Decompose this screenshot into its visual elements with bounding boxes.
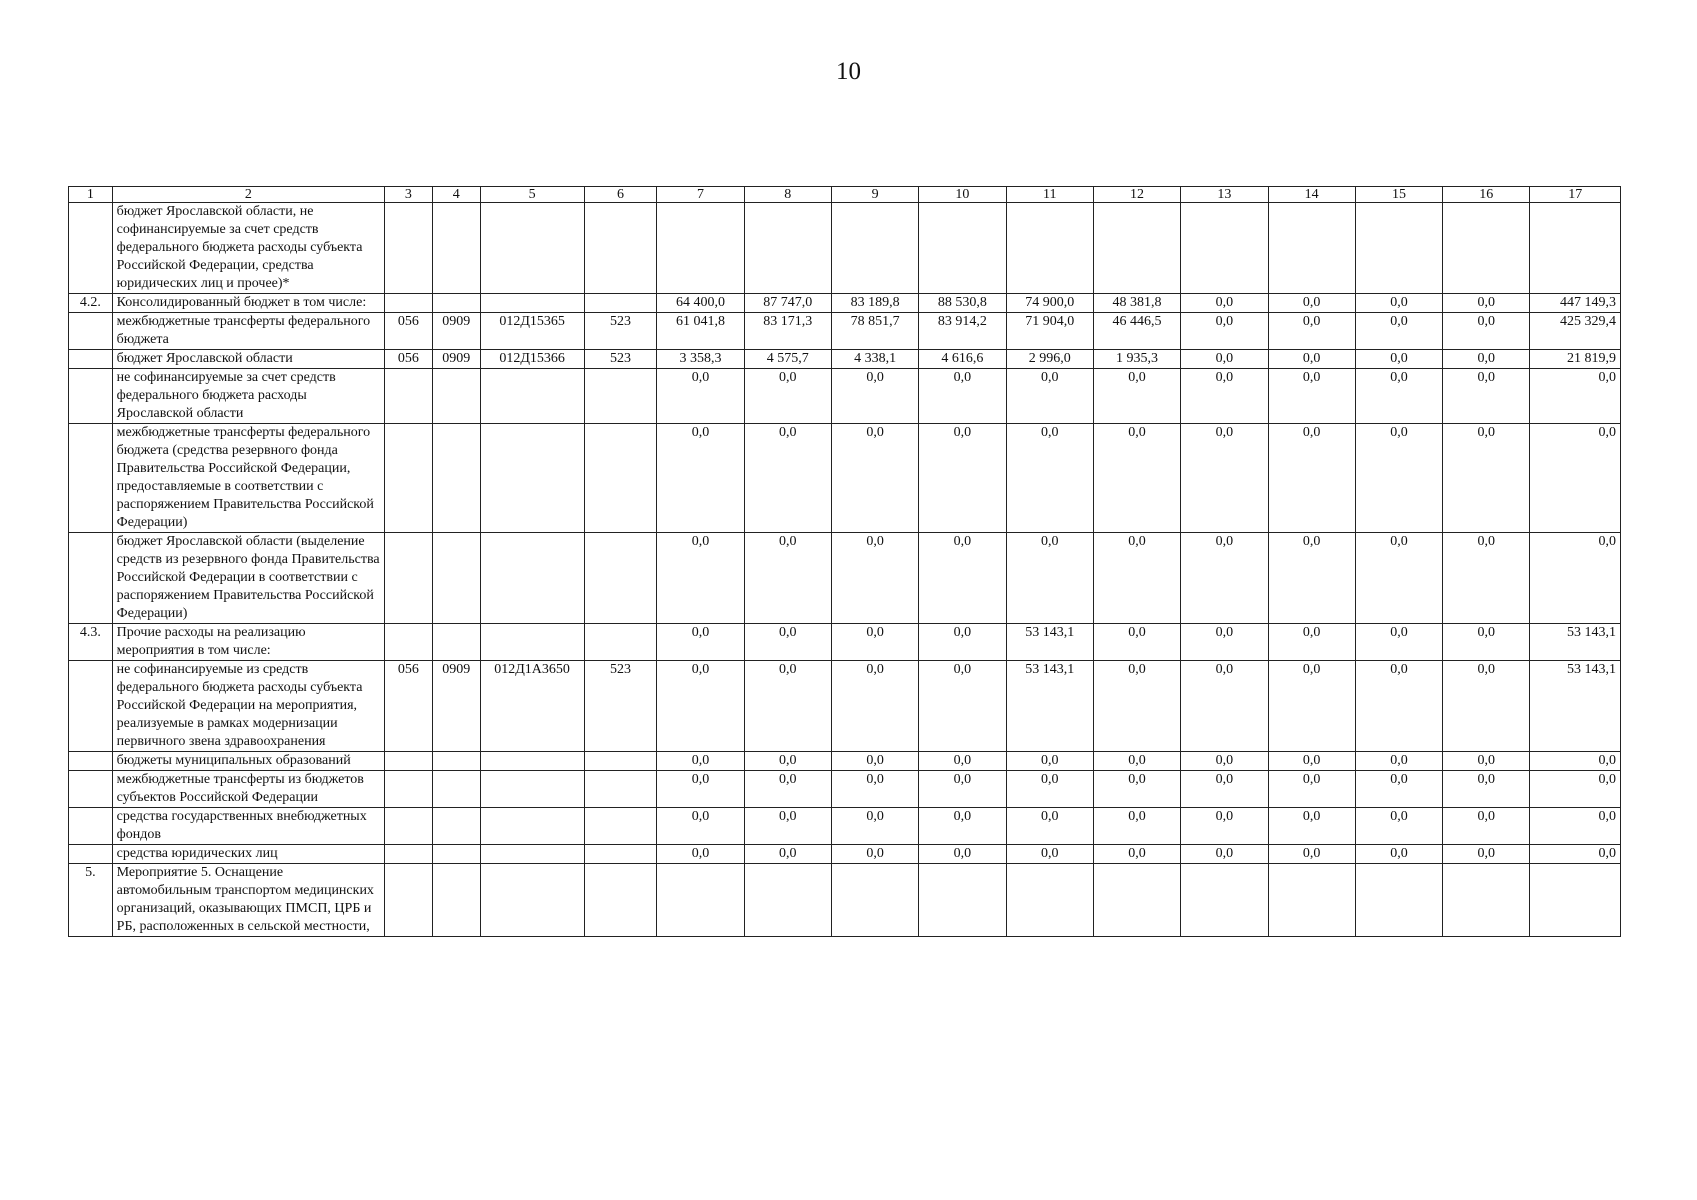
- value-cell: 0,0: [657, 624, 744, 661]
- value-cell: 0,0: [1268, 624, 1355, 661]
- value-cell: 0,0: [1443, 661, 1530, 752]
- table-row: [69, 808, 1621, 845]
- value-cell: 0,0: [657, 533, 744, 624]
- value-cell: [657, 203, 744, 294]
- value-cell: 0,0: [657, 771, 744, 808]
- total-cell: 0,0: [1530, 533, 1621, 624]
- value-cell: [1443, 864, 1530, 937]
- value-cell: 0,0: [1443, 369, 1530, 424]
- column-header: 16: [1443, 187, 1530, 203]
- column-header: 17: [1530, 187, 1621, 203]
- value-cell: 0,0: [1093, 808, 1180, 845]
- code-cell: 0909: [432, 661, 480, 752]
- value-cell: 0,0: [1355, 808, 1442, 845]
- value-cell: 0,0: [744, 752, 831, 771]
- total-cell: 425 329,4: [1530, 313, 1621, 350]
- value-cell: [831, 864, 918, 937]
- code-cell: [584, 845, 657, 864]
- code-cell: 012Д15365: [480, 313, 584, 350]
- value-cell: 0,0: [1268, 771, 1355, 808]
- table-row: [69, 661, 1621, 752]
- value-cell: [1268, 864, 1355, 937]
- value-cell: 0,0: [1355, 771, 1442, 808]
- value-cell: 0,0: [744, 624, 831, 661]
- code-cell: [584, 294, 657, 313]
- value-cell: 0,0: [1268, 661, 1355, 752]
- value-cell: 0,0: [831, 624, 918, 661]
- value-cell: 0,0: [1268, 350, 1355, 369]
- value-cell: 0,0: [1181, 624, 1268, 661]
- row-number: [69, 808, 113, 845]
- code-cell: [385, 771, 433, 808]
- value-cell: 0,0: [1181, 533, 1268, 624]
- value-cell: 4 338,1: [831, 350, 918, 369]
- table-row: [69, 369, 1621, 424]
- code-cell: [385, 203, 433, 294]
- value-cell: 0,0: [1181, 771, 1268, 808]
- code-cell: 056: [385, 313, 433, 350]
- value-cell: 0,0: [831, 771, 918, 808]
- table-row: [69, 294, 1621, 313]
- value-cell: 0,0: [1268, 369, 1355, 424]
- value-cell: [744, 203, 831, 294]
- code-cell: [385, 424, 433, 533]
- code-cell: [584, 771, 657, 808]
- value-cell: 0,0: [831, 752, 918, 771]
- column-header: 7: [657, 187, 744, 203]
- code-cell: [385, 533, 433, 624]
- code-cell: [432, 771, 480, 808]
- value-cell: 0,0: [1181, 313, 1268, 350]
- code-cell: [584, 808, 657, 845]
- value-cell: 83 171,3: [744, 313, 831, 350]
- value-cell: 0,0: [1093, 771, 1180, 808]
- value-cell: 0,0: [1181, 752, 1268, 771]
- column-header: 4: [432, 187, 480, 203]
- code-cell: [385, 864, 433, 937]
- value-cell: 1 935,3: [1093, 350, 1180, 369]
- total-cell: 0,0: [1530, 752, 1621, 771]
- value-cell: [1093, 864, 1180, 937]
- value-cell: 74 900,0: [1006, 294, 1093, 313]
- budget-table-container: [68, 186, 1621, 937]
- row-name: Мероприятие 5. Оснащение автомобильным транспортом медицинских организаций, оказывающих ПМСП, ЦРБ и РБ, расположенных в сельской местности,: [112, 864, 384, 937]
- code-cell: [480, 771, 584, 808]
- code-cell: 523: [584, 313, 657, 350]
- value-cell: 0,0: [744, 771, 831, 808]
- code-cell: [480, 424, 584, 533]
- code-cell: [584, 424, 657, 533]
- value-cell: 4 616,6: [919, 350, 1006, 369]
- row-name: не софинансируемые из средств федерального бюджета расходы субъекта Российской Федерации на мероприятия, реализуемые в рамках модернизации первичного звена здравоохранения: [112, 661, 384, 752]
- value-cell: [1181, 203, 1268, 294]
- total-cell: 0,0: [1530, 845, 1621, 864]
- code-cell: [584, 752, 657, 771]
- value-cell: 0,0: [744, 369, 831, 424]
- value-cell: 0,0: [1355, 752, 1442, 771]
- code-cell: [480, 203, 584, 294]
- value-cell: 0,0: [1355, 369, 1442, 424]
- value-cell: 0,0: [1093, 845, 1180, 864]
- column-header: 11: [1006, 187, 1093, 203]
- value-cell: 0,0: [1181, 350, 1268, 369]
- value-cell: 0,0: [831, 369, 918, 424]
- code-cell: 523: [584, 661, 657, 752]
- value-cell: [1268, 203, 1355, 294]
- code-cell: 056: [385, 350, 433, 369]
- row-name: межбюджетные трансферты федерального бюджета: [112, 313, 384, 350]
- value-cell: 3 358,3: [657, 350, 744, 369]
- row-number: [69, 845, 113, 864]
- row-number: [69, 313, 113, 350]
- value-cell: 0,0: [1181, 661, 1268, 752]
- code-cell: 056: [385, 661, 433, 752]
- code-cell: [385, 369, 433, 424]
- row-name: бюджет Ярославской области, не софинансируемые за счет средств федерального бюджета расходы субъекта Российской Федерации, средства юридических лиц и прочее)*: [112, 203, 384, 294]
- code-cell: [584, 369, 657, 424]
- value-cell: 0,0: [919, 624, 1006, 661]
- value-cell: 0,0: [919, 369, 1006, 424]
- column-header: 10: [919, 187, 1006, 203]
- value-cell: 0,0: [1443, 294, 1530, 313]
- column-header: 12: [1093, 187, 1180, 203]
- column-header: 14: [1268, 187, 1355, 203]
- code-cell: [480, 294, 584, 313]
- value-cell: 0,0: [1181, 845, 1268, 864]
- value-cell: 0,0: [1268, 808, 1355, 845]
- code-cell: [480, 533, 584, 624]
- value-cell: 0,0: [1093, 369, 1180, 424]
- value-cell: 0,0: [1355, 350, 1442, 369]
- table-row: [69, 424, 1621, 533]
- code-cell: [480, 624, 584, 661]
- value-cell: 0,0: [744, 533, 831, 624]
- value-cell: 0,0: [919, 661, 1006, 752]
- value-cell: 0,0: [1443, 350, 1530, 369]
- value-cell: 0,0: [1443, 752, 1530, 771]
- table-row: [69, 203, 1621, 294]
- value-cell: 0,0: [1268, 424, 1355, 533]
- row-number: 4.2.: [69, 294, 113, 313]
- code-cell: [385, 808, 433, 845]
- code-cell: [432, 533, 480, 624]
- value-cell: 0,0: [657, 808, 744, 845]
- row-number: 5.: [69, 864, 113, 937]
- code-cell: 012Д1А3650: [480, 661, 584, 752]
- code-cell: [432, 424, 480, 533]
- value-cell: 0,0: [657, 424, 744, 533]
- header-row: [69, 187, 1621, 203]
- row-number: [69, 203, 113, 294]
- table-row: [69, 845, 1621, 864]
- value-cell: 48 381,8: [1093, 294, 1180, 313]
- value-cell: 0,0: [1355, 845, 1442, 864]
- column-header: 1: [69, 187, 113, 203]
- row-number: [69, 424, 113, 533]
- value-cell: 0,0: [1443, 313, 1530, 350]
- code-cell: [432, 808, 480, 845]
- column-header: 5: [480, 187, 584, 203]
- budget-table: [68, 186, 1621, 937]
- value-cell: 0,0: [744, 424, 831, 533]
- value-cell: 64 400,0: [657, 294, 744, 313]
- value-cell: 0,0: [831, 424, 918, 533]
- row-name: средства государственных внебюджетных фондов: [112, 808, 384, 845]
- total-cell: 0,0: [1530, 369, 1621, 424]
- value-cell: [1355, 864, 1442, 937]
- code-cell: [584, 624, 657, 661]
- value-cell: 78 851,7: [831, 313, 918, 350]
- row-name: бюджеты муниципальных образований: [112, 752, 384, 771]
- value-cell: 0,0: [1443, 424, 1530, 533]
- code-cell: [480, 752, 584, 771]
- table-row: [69, 752, 1621, 771]
- value-cell: 0,0: [1355, 624, 1442, 661]
- value-cell: 0,0: [1006, 808, 1093, 845]
- value-cell: 0,0: [919, 533, 1006, 624]
- code-cell: [432, 624, 480, 661]
- row-name: бюджет Ярославской области (выделение средств из резервного фонда Правительства Российской Федерации в соответствии с распоряжением Правительства Российской Федерации): [112, 533, 384, 624]
- value-cell: [657, 864, 744, 937]
- value-cell: 83 914,2: [919, 313, 1006, 350]
- page-number: 10: [836, 58, 861, 85]
- value-cell: [919, 864, 1006, 937]
- value-cell: 0,0: [1006, 771, 1093, 808]
- value-cell: 0,0: [1268, 845, 1355, 864]
- value-cell: 0,0: [1355, 313, 1442, 350]
- row-name: не софинансируемые за счет средств федерального бюджета расходы Ярославской области: [112, 369, 384, 424]
- value-cell: 0,0: [919, 808, 1006, 845]
- total-cell: 53 143,1: [1530, 661, 1621, 752]
- row-number: 4.3.: [69, 624, 113, 661]
- value-cell: 0,0: [744, 845, 831, 864]
- code-cell: [584, 864, 657, 937]
- code-cell: [432, 294, 480, 313]
- value-cell: 0,0: [1355, 533, 1442, 624]
- value-cell: 0,0: [1355, 294, 1442, 313]
- value-cell: 0,0: [1268, 533, 1355, 624]
- value-cell: 0,0: [1268, 752, 1355, 771]
- table-row: [69, 350, 1621, 369]
- row-name: бюджет Ярославской области: [112, 350, 384, 369]
- total-cell: 53 143,1: [1530, 624, 1621, 661]
- code-cell: [432, 752, 480, 771]
- code-cell: 0909: [432, 350, 480, 369]
- value-cell: 0,0: [831, 533, 918, 624]
- value-cell: [1181, 864, 1268, 937]
- row-name: Прочие расходы на реализацию мероприятия в том числе:: [112, 624, 384, 661]
- column-header: 13: [1181, 187, 1268, 203]
- code-cell: [385, 294, 433, 313]
- value-cell: [919, 203, 1006, 294]
- column-header: 9: [831, 187, 918, 203]
- code-cell: [432, 845, 480, 864]
- table-row: [69, 771, 1621, 808]
- row-number: [69, 771, 113, 808]
- code-cell: [385, 752, 433, 771]
- code-cell: [480, 369, 584, 424]
- row-number: [69, 350, 113, 369]
- value-cell: [1093, 203, 1180, 294]
- value-cell: 0,0: [1443, 624, 1530, 661]
- value-cell: 0,0: [657, 752, 744, 771]
- value-cell: 0,0: [919, 424, 1006, 533]
- code-cell: 012Д15366: [480, 350, 584, 369]
- total-cell: 0,0: [1530, 424, 1621, 533]
- value-cell: 0,0: [744, 661, 831, 752]
- code-cell: [480, 864, 584, 937]
- total-cell: [1530, 203, 1621, 294]
- column-header: 2: [112, 187, 384, 203]
- code-cell: 0909: [432, 313, 480, 350]
- table-row: [69, 533, 1621, 624]
- value-cell: 61 041,8: [657, 313, 744, 350]
- row-name: межбюджетные трансферты федерального бюджета (средства резервного фонда Правительства Российской Федерации, предоставляемые в соответствии с распоряжением Правительства Российской Федерации): [112, 424, 384, 533]
- total-cell: [1530, 864, 1621, 937]
- value-cell: 0,0: [1006, 424, 1093, 533]
- value-cell: 0,0: [1006, 369, 1093, 424]
- value-cell: 0,0: [1443, 771, 1530, 808]
- value-cell: [1443, 203, 1530, 294]
- code-cell: [584, 533, 657, 624]
- code-cell: 523: [584, 350, 657, 369]
- value-cell: [1355, 203, 1442, 294]
- value-cell: [1006, 864, 1093, 937]
- table-row: [69, 313, 1621, 350]
- value-cell: 0,0: [1181, 808, 1268, 845]
- total-cell: 447 149,3: [1530, 294, 1621, 313]
- row-name: средства юридических лиц: [112, 845, 384, 864]
- value-cell: [744, 864, 831, 937]
- value-cell: [1006, 203, 1093, 294]
- value-cell: 0,0: [1006, 533, 1093, 624]
- value-cell: 83 189,8: [831, 294, 918, 313]
- table-row: [69, 624, 1621, 661]
- value-cell: 88 530,8: [919, 294, 1006, 313]
- total-cell: 21 819,9: [1530, 350, 1621, 369]
- value-cell: 0,0: [657, 661, 744, 752]
- value-cell: 46 446,5: [1093, 313, 1180, 350]
- value-cell: 0,0: [1355, 424, 1442, 533]
- row-number: [69, 533, 113, 624]
- code-cell: [385, 624, 433, 661]
- value-cell: 0,0: [657, 845, 744, 864]
- value-cell: 53 143,1: [1006, 624, 1093, 661]
- row-number: [69, 369, 113, 424]
- value-cell: 0,0: [831, 808, 918, 845]
- row-name: Консолидированный бюджет в том числе:: [112, 294, 384, 313]
- value-cell: 2 996,0: [1006, 350, 1093, 369]
- value-cell: 0,0: [1268, 294, 1355, 313]
- code-cell: [432, 203, 480, 294]
- code-cell: [480, 808, 584, 845]
- value-cell: 0,0: [831, 661, 918, 752]
- value-cell: 53 143,1: [1006, 661, 1093, 752]
- value-cell: 0,0: [1181, 294, 1268, 313]
- value-cell: 0,0: [1093, 661, 1180, 752]
- table-body: [69, 203, 1621, 937]
- value-cell: [831, 203, 918, 294]
- value-cell: 0,0: [1181, 424, 1268, 533]
- value-cell: 0,0: [1093, 424, 1180, 533]
- row-number: [69, 661, 113, 752]
- column-header: 8: [744, 187, 831, 203]
- value-cell: 0,0: [1006, 752, 1093, 771]
- value-cell: 0,0: [744, 808, 831, 845]
- code-cell: [584, 203, 657, 294]
- value-cell: 0,0: [831, 845, 918, 864]
- value-cell: 0,0: [1268, 313, 1355, 350]
- column-header: 6: [584, 187, 657, 203]
- code-cell: [480, 845, 584, 864]
- code-cell: [432, 369, 480, 424]
- code-cell: [385, 845, 433, 864]
- value-cell: 0,0: [1355, 661, 1442, 752]
- value-cell: 0,0: [1093, 752, 1180, 771]
- value-cell: 0,0: [1443, 845, 1530, 864]
- value-cell: 4 575,7: [744, 350, 831, 369]
- code-cell: [432, 864, 480, 937]
- value-cell: 71 904,0: [1006, 313, 1093, 350]
- value-cell: 0,0: [919, 845, 1006, 864]
- value-cell: 0,0: [657, 369, 744, 424]
- value-cell: 0,0: [1443, 533, 1530, 624]
- column-header: 15: [1355, 187, 1442, 203]
- value-cell: 87 747,0: [744, 294, 831, 313]
- table-row: [69, 864, 1621, 937]
- value-cell: 0,0: [919, 752, 1006, 771]
- total-cell: 0,0: [1530, 771, 1621, 808]
- value-cell: 0,0: [1181, 369, 1268, 424]
- row-name: межбюджетные трансферты из бюджетов субъектов Российской Федерации: [112, 771, 384, 808]
- total-cell: 0,0: [1530, 808, 1621, 845]
- column-header: 3: [385, 187, 433, 203]
- value-cell: 0,0: [1093, 533, 1180, 624]
- value-cell: 0,0: [1093, 624, 1180, 661]
- value-cell: 0,0: [919, 771, 1006, 808]
- row-number: [69, 752, 113, 771]
- value-cell: 0,0: [1443, 808, 1530, 845]
- value-cell: 0,0: [1006, 845, 1093, 864]
